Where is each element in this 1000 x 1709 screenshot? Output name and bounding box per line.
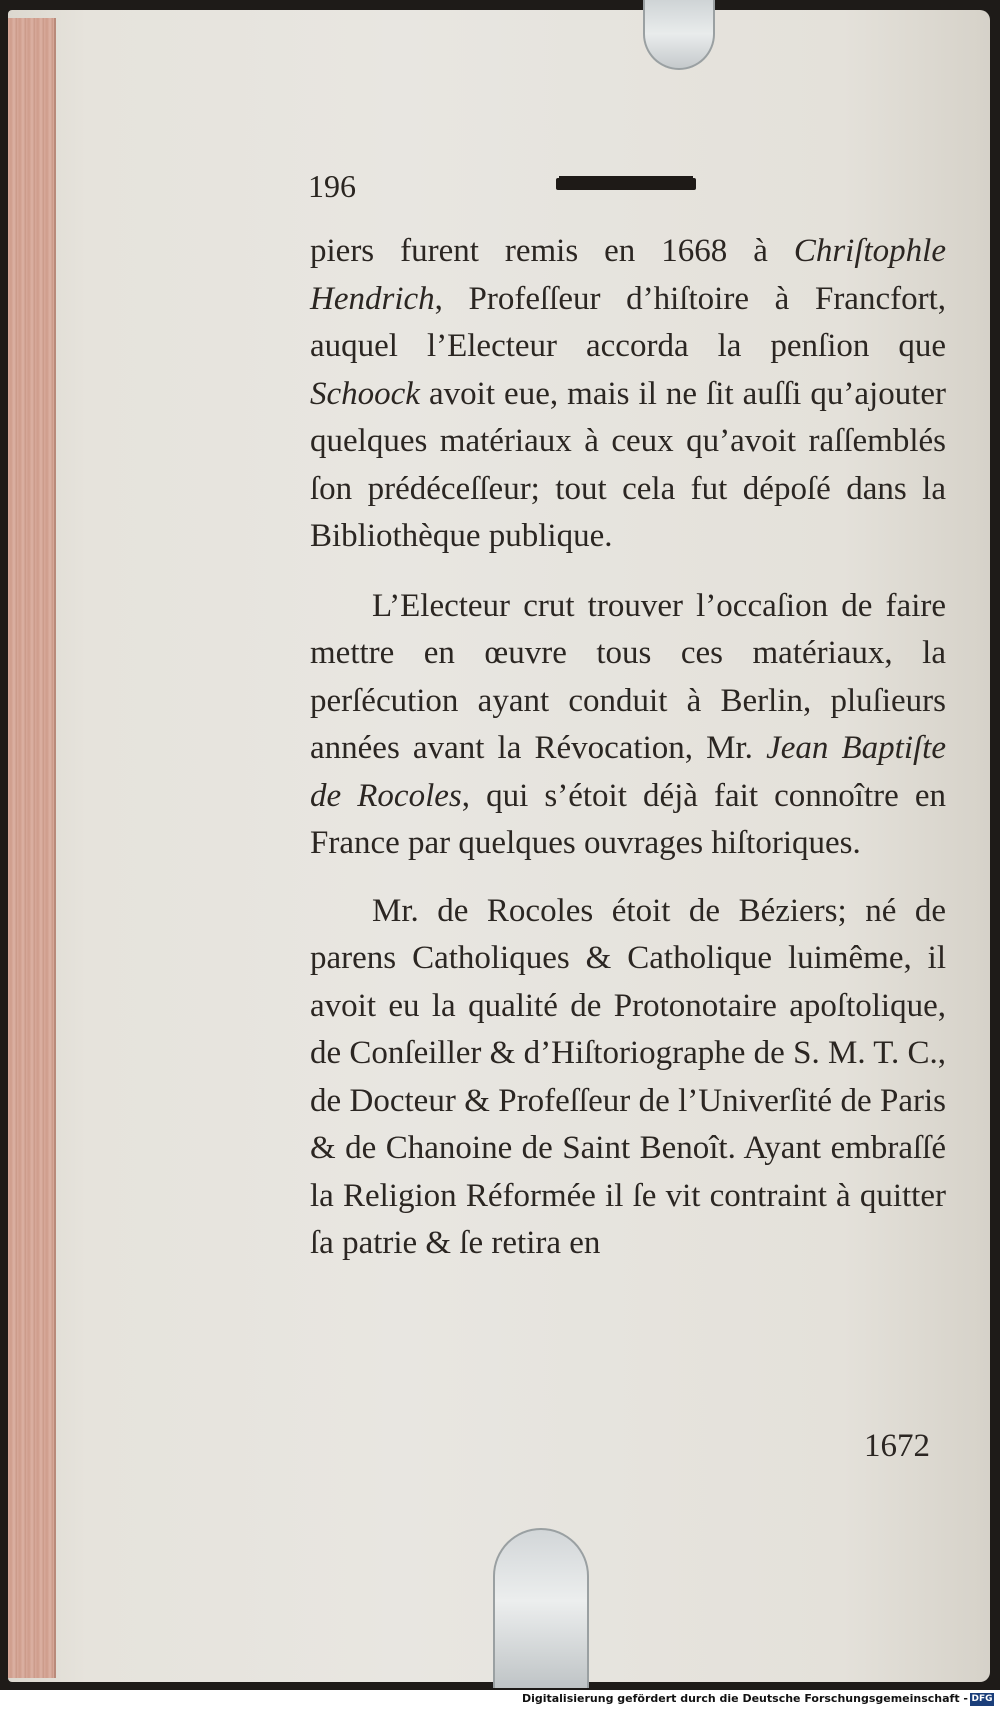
digitization-footer bbox=[0, 1690, 1000, 1709]
body-text bbox=[310, 228, 946, 1268]
top-clip bbox=[643, 0, 715, 70]
paragraph-2 bbox=[310, 583, 946, 868]
paragraph-1 bbox=[310, 228, 946, 561]
italic-name: Jean Baptiſte de Rocoles bbox=[310, 730, 946, 814]
catchword: 1672 bbox=[864, 1428, 930, 1464]
text-run: piers furent remis en 1668 à bbox=[310, 233, 794, 269]
text-run: , qui s’étoit déjà fait connoître en France par quelques ouvrages hiſtoriques. bbox=[310, 777, 947, 861]
text-run: avoit eue, mais il ne ſit auſſi qu’ajouter quelques matériaux à ceux qu’avoit raſſemblés ſon prédéceſſeur; tout cela fut dépoſé dans la Bibliothèque publique. bbox=[310, 375, 946, 554]
bottom-clip bbox=[493, 1528, 589, 1688]
italic-name: Chriſtophle Hendrich bbox=[310, 233, 946, 317]
page-edges bbox=[8, 18, 56, 1678]
page-header bbox=[308, 168, 944, 208]
dfg-logo: DFG bbox=[971, 1694, 993, 1704]
header-ornament bbox=[556, 178, 696, 190]
text-run: , Profeſſeur d’hiſtoire à Francfort, auquel l’Electeur accorda la penſion que bbox=[310, 280, 946, 364]
page-number: 196 bbox=[308, 168, 356, 204]
text-run: L’Electeur crut trouver l’occaſion de faire mettre en œuvre tous ces matériaux, la perſécution ayant conduit à Berlin, pluſieurs années avant la Révocation, Mr. bbox=[310, 587, 946, 766]
funding-credit: Digitalisierung gefördert durch die Deutsche Forschungsgemeinschaft - bbox=[521, 1692, 968, 1705]
text-run: Mr. de Rocoles étoit de Béziers; né de parens Catholiques & Catholique luimême, il avoit eu la qualité de Protonotaire apoſtolique, de Conſeiller & d’Hiſtoriographe de S. M. T. C., de Docteur & Profeſſeur de l’Univerſité de Paris & de Chanoine de Saint Benoît. Ayant embraſſé la Religion Réformée il ſe vit contraint à quitter ſa patrie & ſe retira en bbox=[310, 892, 946, 1261]
paragraph-3 bbox=[310, 888, 946, 1268]
italic-name: Schoock bbox=[310, 375, 420, 412]
